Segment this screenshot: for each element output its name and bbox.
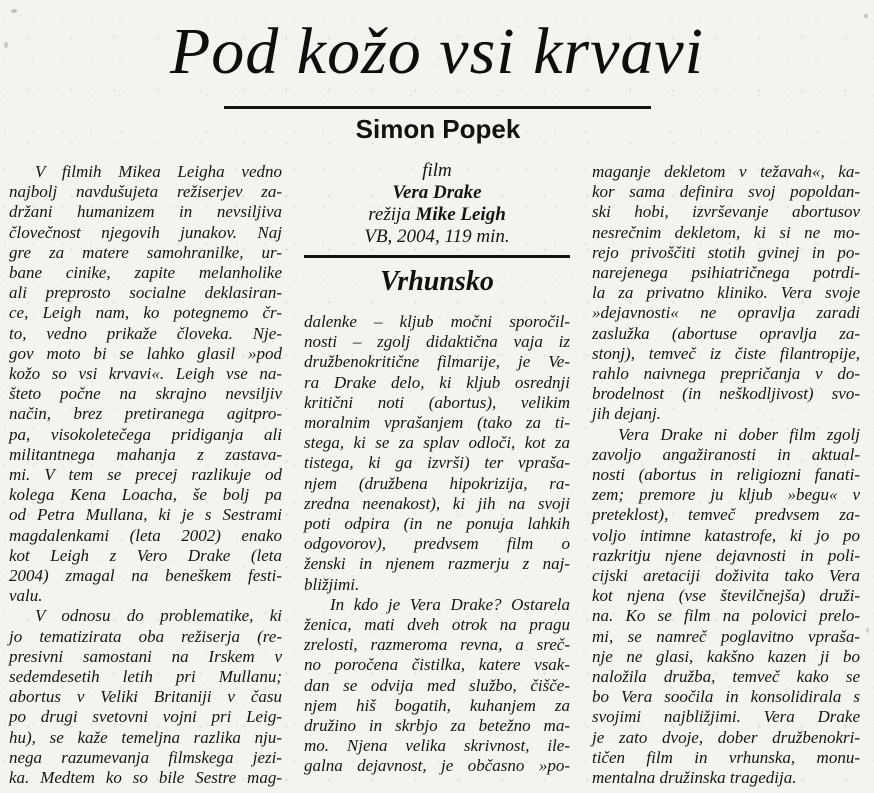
text-line: mi, se namreč poglavitno vpraša- [592,626,860,646]
text-line: kolega Kena Loacha, še bolj pa [9,485,282,505]
text-line: ra Drake delo, ki kljub osrednji [304,372,570,392]
text-line: ženica, mati dveh otrok na pragu [304,615,570,635]
text-line: dan se odvija med službo, čišče- [304,675,570,695]
text-line: bližjimi. [304,574,360,594]
text-line: družino in skrbjo za betežno ma- [304,716,570,736]
text-line: kot njena (vse številčnejša) druži- [592,586,860,606]
text-line: rahlo naivnega prepričanja v do- [592,364,860,384]
text-line: mi. V tem se precej razlikuje od [9,465,282,485]
text-line: presivni samostani na Irskem v [9,646,282,666]
text-line: brodelnost (in neškodljivost) svo- [592,384,860,404]
text-line: razkritju njene dejavnosti in poli- [592,545,860,565]
text-line: od Petra Mullana, ki je s Sestrami [9,505,282,525]
text-line: kritični noti (abortus), velikim [304,392,570,412]
film-info-line: VB, 2004, 119 min. [364,226,510,247]
text-line: valu. [9,586,43,606]
text-line: ce, Leigh nam, ko potegnemo čr- [9,303,282,323]
article-title: Pod kožo vsi krvavi [169,15,704,88]
text-line: zem; premore ju kljub »begu« v [592,485,860,505]
text-line: abortus v Veliki Britaniji v času [9,687,282,707]
text-line: no poročena čistilka, katere vsak- [304,655,570,675]
text-line: zrelosti, razmeroma revna, a sreč- [304,635,570,655]
text-line: poti odpira (in ne ponuja lahkih [304,514,570,534]
film-info-line: Vera Drake [392,182,482,203]
text-line: to, vedno prikaže človeka. Nje- [9,323,282,343]
text-line: mentalna družinska tragedija. [592,768,797,788]
text-line: zavoljo angažiranosti in aktual- [592,444,860,464]
film-info-block [304,160,570,248]
text-line: svojimi najbližjimi. Vera Drake [592,707,860,727]
text-line: In kdo je Vera Drake? Ostarela [330,594,570,614]
text-line: gov moto bi se lahko glasil »pod [9,343,282,363]
text-line: najbolj navdušujeta režiserjev za- [9,182,282,202]
text-line: človečnost njegovih junakov. Naj [9,222,282,242]
text-line: ženski in njenem razmerju z naj- [304,554,570,574]
text-line: na. Ko se film na polovici prelo- [592,606,860,626]
text-line: 2004) zmagal na beneškem festi- [9,566,282,586]
text-line: narejenega psihiatričnega potrdi- [592,263,860,283]
text-line: kožo so vsi krvavi«. Leigh vse na- [9,364,282,384]
text-line: bo Vera soočila in konsolidirala s [592,687,860,707]
text-line: način, brez pretiranega agitpro- [9,404,282,424]
article-column-middle [304,160,570,777]
text-line: ali preprosto socialne deklasiran- [9,283,282,303]
text-line: hu), se kaže temeljna razlika nju- [9,727,282,747]
film-info-line: film [422,160,452,181]
text-line: njem hiš bogatih, kuhanjem za [304,695,570,715]
text-line: po drugi svetovni vojni pri Leig- [9,707,282,727]
text-line: voljo intimne katastrofe, ki jo po [592,525,860,545]
text-line: moralnim vprašanjem (tako za ti- [304,413,570,433]
title-divider-rule [224,106,651,109]
text-line: gre za matere samohranilke, ur- [9,242,282,262]
rating-divider-rule [304,255,570,258]
text-line: pa, visokoletečega pridiganja ali [9,424,282,444]
text-line: stonj), temveč iz čiste filantropije, [592,343,860,363]
text-line: njem (družbena hipokrizija, ra- [304,473,570,493]
text-line: stega, ki se za splav odloči, kot za [304,433,570,453]
text-line: jih dejanj. [592,404,661,424]
text-line: nesrečnim dekletom, ki si ne mo- [592,222,860,242]
text-line: Vera Drake ni dober film zgolj [618,424,860,444]
text-line: je zato dvoje, dober družbenokri- [592,727,860,747]
text-line: nje ne glasi, kakšno kazen ji bo [592,646,860,666]
text-line: nosti (abortus in religiozni fanati- [592,465,860,485]
text-line: magdalenkami (leta 2002) enako [9,525,282,545]
scan-artifact [866,628,869,633]
text-line: cijski aretaciji doživita tako Vera [592,566,860,586]
text-line: ski hobi, izvrševanje abortusov [592,202,860,222]
text-line: sedemdesetih letih pri Mullanu; [9,667,282,687]
text-line: la za privatno kliniko. Vera svoje [592,283,860,303]
text-line: militantnega mahanja z zastava- [9,444,282,464]
text-line: »dejavnosti« ne opravlja zaradi [592,303,860,323]
text-line: mo. Njena velika skrivnost, ile- [304,736,570,756]
text-line: tistega, ki ga izvrši) ter vpraša- [304,453,570,473]
text-line: šteto počne na skrajno nevsiljiv [9,384,282,404]
text-line: maganje dekletom v težavah«, ka- [592,162,860,181]
text-line: odgovorov), predvsem film o [304,534,570,554]
text-line: V odnosu do problematike, ki [35,606,282,626]
author-byline: Simon Popek [355,114,521,144]
text-line: nosti – zgolj didaktična vaja iz [304,332,570,352]
text-line: rejo privoščiti stotih gvinej in po- [592,242,860,262]
text-line: kor sama definira svoj popoldan- [592,182,860,202]
text-line: dalenke – kljub močni sporočil- [304,312,570,331]
text-line: tičen film in vrhunska, monu- [592,747,860,767]
text-line: galna dejavnost, je občasno »po- [304,756,570,776]
text-line: družbenokritične filmarije, je Ve- [304,352,570,372]
film-info-line: režija Mike Leigh [368,204,506,225]
text-line: ka. Medtem ko so bile Sestre mag- [9,768,282,788]
article-column-middle-body [304,312,570,777]
text-line: držani humanizem in nevsiljiva [9,202,282,222]
text-line: zredna neenakost), ki jih na svoji [304,493,570,513]
rating-label: Vrhunsko [380,266,494,297]
text-line: jo tematizirata oba režiserja (re- [9,626,282,646]
text-line: preteklost), temveč predvsem za- [592,505,860,525]
text-line: bane cinike, zapite melanholike [9,263,282,283]
text-line: kot Leigh z Vero Drake (leta [9,545,282,565]
text-line: naložila družba, temveč kako se [592,667,860,687]
text-line: zaslužka (abortuse opravlja za- [592,323,860,343]
text-line: nega razumevanja filmskega jezi- [9,747,282,767]
article-column-right [592,162,860,788]
article-column-left [9,162,282,788]
text-line: V filmih Mikea Leigha vedno [35,162,282,181]
